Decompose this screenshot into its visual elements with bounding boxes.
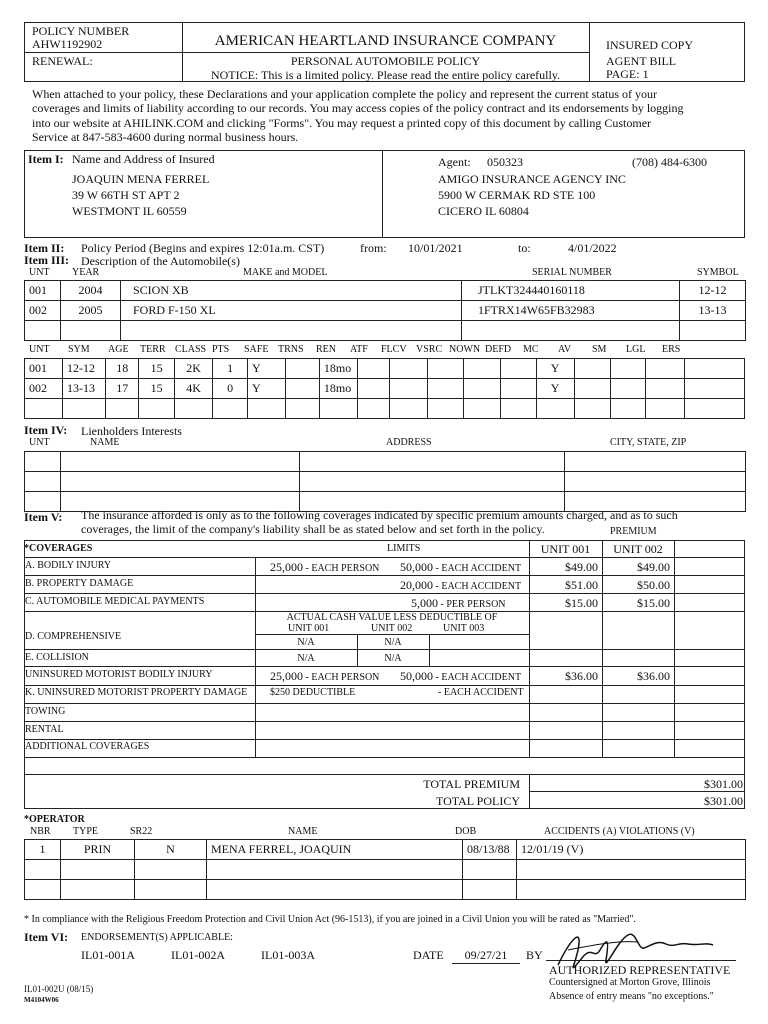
operator-table [24,839,746,900]
operator-name: MENA FERREL, JOAQUIN [207,840,463,860]
coverage-name: K. UNINSURED MOTORIST PROPERTY DAMAGE [25,687,248,698]
intro-line-1: When attached to your policy, these Declarations and your application complete the policy and represent the current status of your [32,87,658,101]
bill-type: AGENT BILL [606,54,677,68]
limit-value: 50,000 [400,560,433,574]
rating-header-sm: SM [592,344,607,355]
vehicle-header-year: YEAR [72,267,100,278]
rating-cell [357,359,389,379]
vehicle-symbol [680,321,746,341]
operator-nbr: 1 [25,840,61,860]
table-row [25,880,746,900]
table-row [25,399,745,419]
item1-label: Item I: [28,152,64,166]
rating-cell [500,399,536,419]
period-from: 10/01/2021 [408,241,463,255]
period-to: 4/01/2022 [568,241,617,255]
rating-cell [286,359,320,379]
operator-label: *OPERATOR [24,814,85,825]
table-row [25,359,745,379]
table-row [25,860,746,880]
rating-cell: 15 [139,379,175,399]
rating-cell [357,379,389,399]
rating-cell: 1 [213,359,248,379]
rating-cell [610,359,646,379]
rating-cell [574,399,610,419]
vehicle-year [61,321,121,341]
limit-suffix: - EACH PERSON [303,563,380,574]
vehicle-serial: 1FTRX14W65FB32983 [462,301,680,321]
rating-header-mc: MC [523,344,539,355]
company-name: AMERICAN HEARTLAND INSURANCE COMPANY [214,33,557,49]
item6-title: ENDORSEMENT(S) APPLICABLE: [81,932,233,943]
item6-label: Item VI: [24,930,69,944]
rating-header-lgl: LGL [626,344,646,355]
rating-cell: 18mo [319,359,357,379]
insured-name: JOAQUIN MENA FERREL [72,172,210,186]
by-label: BY [526,948,543,962]
vehicle-make [121,321,462,341]
total-policy-label: TOTAL POLICY [435,794,520,808]
agent-phone: (708) 484-6300 [632,155,707,169]
vehicle-unt [25,321,61,341]
total-policy: $301.00 [704,794,743,808]
premium-unit2: $50.00 [637,578,670,592]
rating-cell [500,379,536,399]
rating-cell [684,399,744,419]
rating-cell [427,379,463,399]
rating-cell [248,399,286,419]
operator-header-dob: DOB [455,826,477,837]
form-code-2: M4104W06 [24,996,59,1004]
rating-cell: 13-13 [63,379,106,399]
item3-title: Description of the Automobile(s) [81,254,240,268]
agent-code: 050323 [487,155,523,169]
endorsement-3: IL01-003A [261,948,315,962]
table-row [25,321,746,341]
rating-cell [646,399,684,419]
acv-unit2: UNIT 002 [371,623,413,634]
rating-cell: Y [248,379,286,399]
rating-cell [63,399,106,419]
rating-cell [319,399,357,419]
rating-cell [213,399,248,419]
limit-suffix: - EACH ACCIDENT [433,672,522,683]
unit1-header: UNIT 001 [540,542,591,556]
page-number: PAGE: 1 [606,67,649,81]
table-row [25,379,745,399]
agency-street: 5900 W CERMAK RD STE 100 [438,188,596,202]
premium-label: PREMIUM [610,526,657,537]
item4-label: Item IV: [24,423,68,437]
rating-cell: Y [248,359,286,379]
limit-value: 25,000 [270,669,303,683]
premium-unit1: $15.00 [565,596,598,610]
vehicle-symbol: 13-13 [680,301,746,321]
notice-text: NOTICE: This is a limited policy. Please read the entire policy carefully. [210,68,561,82]
rating-cell [684,359,744,379]
limit-value: 50,000 [400,669,433,683]
to-label: to: [518,241,531,255]
policy-number-label: POLICY NUMBER [32,24,130,38]
endorsement-1: IL01-001A [81,948,135,962]
from-label: from: [360,241,387,255]
policy-number: AHW1192902 [32,37,103,51]
rating-header-defd: DEFD [485,344,512,355]
policy-type: PERSONAL AUTOMOBILE POLICY [290,54,481,68]
premium-unit2: $36.00 [637,669,670,683]
item4-title: Lienholders Interests [81,424,182,438]
vehicle-header-serial: SERIAL NUMBER [532,267,612,278]
item5-text-2: coverages, the limit of the company's liability shall be as stated below and set forth in the policy. [81,522,545,536]
acv-value: N/A [297,637,315,648]
rating-cell: 18 [106,359,139,379]
civil-union-footnote: * In compliance with the Religious Freedom Protection and Civil Union Act (96-1513), if you are joined in a Civil Union you will be rated as "Married". [24,914,636,925]
operator-header-nbr: NBR [30,826,51,837]
countersigned-text: Countersigned at Morton Grove, Illinois [549,977,711,988]
vehicle-symbol: 12-12 [680,281,746,301]
vehicle-unt: 002 [25,301,61,321]
rating-cell: 0 [213,379,248,399]
agency-name: AMIGO INSURANCE AGENCY INC [438,172,626,186]
premium-unit1: $49.00 [565,560,598,574]
operator-accidents: 12/01/19 (V) [517,840,746,860]
limit-suffix: - EACH ACCIDENT [438,687,524,698]
coverage-name: UNINSURED MOTORIST BODILY INJURY [25,669,213,680]
rating-table [24,358,745,419]
operator-sr22: N [135,840,207,860]
intro-line-3: into our website at AHILINK.COM and clicking "Forms". You may request a printed copy of this document by calling Customer [32,116,652,130]
rating-cell: Y [536,359,574,379]
rating-header-vsrc: VSRC [416,344,443,355]
rating-cell [427,359,463,379]
copy-type: INSURED COPY [606,38,694,52]
rating-header-safe: SAFE [244,344,269,355]
rating-cell [574,359,610,379]
vehicle-serial [462,321,680,341]
rating-header-ren: REN [316,344,336,355]
limits-label: LIMITS [387,543,421,554]
rating-cell [286,379,320,399]
rating-cell [106,399,139,419]
premium-unit2: $15.00 [637,596,670,610]
operator-header-type: TYPE [73,826,98,837]
rating-cell [610,379,646,399]
acv-value: N/A [384,653,402,664]
vehicle-year: 2004 [61,281,121,301]
limit-suffix: - EACH PERSON [303,672,380,683]
authorized-representative-label: AUTHORIZED REPRESENTATIVE [549,963,731,977]
vehicle-header-make: MAKE and MODEL [243,267,328,278]
item2-title: Policy Period (Begins and expires 12:01a.m. CST) [81,241,325,255]
lien-header-address: ADDRESS [386,437,432,448]
rating-header-ers: ERS [662,344,681,355]
rating-cell [536,399,574,419]
rating-cell [357,399,389,419]
rating-cell [646,359,684,379]
rating-cell [175,399,213,419]
table-row [25,281,746,301]
rating-cell: 12-12 [63,359,106,379]
item1-title: Name and Address of Insured [72,152,215,166]
acv-title: ACTUAL CASH VALUE LESS DEDUCTIBLE OF [286,612,498,623]
rating-cell: 18mo [319,379,357,399]
intro-line-2: coverages and limits of liability according to our records. You may access copies of the policy contract and its endorsements by logging [32,101,684,115]
lienholder-table [24,451,746,512]
renewal-label: RENEWAL: [32,54,93,68]
rating-cell [463,399,500,419]
limit-suffix: - EACH ACCIDENT [433,563,522,574]
rating-cell [389,399,427,419]
limit-suffix: - EACH ACCIDENT [433,581,522,592]
rating-header [24,344,745,356]
rating-cell: 4K [175,379,213,399]
coverage-name: B. PROPERTY DAMAGE [25,578,134,589]
rating-cell: 15 [139,359,175,379]
rating-header-trns: TRNS [278,344,304,355]
rating-header-age: AGE [108,344,129,355]
premium-unit1: $51.00 [565,578,598,592]
operator-header-sr22: SR22 [130,826,153,837]
acv-unit3: UNIT 003 [443,623,485,634]
operator-header-name: NAME [288,826,318,837]
table-row [25,452,746,472]
coverage-name: RENTAL [25,724,64,735]
rating-cell [25,399,63,419]
operator-dob: 08/13/88 [463,840,517,860]
unit2-header: UNIT 002 [613,542,663,556]
rating-header-nown: NOWN [449,344,481,355]
vehicle-table [24,280,746,341]
coverage-name: E. COLLISION [25,652,89,663]
item2-label: Item II: [24,241,65,255]
signature-date: 09/27/21 [452,948,520,964]
limit-value: 20,000 [400,578,433,592]
rating-header-unt: UNT [29,344,50,355]
rating-cell [427,399,463,419]
vehicle-unt: 001 [25,281,61,301]
coverage-name: A. BODILY INJURY [25,560,112,571]
vehicle-serial: JTLKT324440160118 [462,281,680,301]
limit-value: 5,000 [411,596,438,610]
acv-unit1: UNIT 001 [288,623,330,634]
total-premium: $301.00 [704,777,743,791]
coverage-name: TOWING [25,706,66,717]
rating-cell [139,399,175,419]
coverage-name: ADDITIONAL COVERAGES [25,741,150,752]
limit-suffix: - PER PERSON [438,599,506,610]
rating-header-pts: PTS [212,344,230,355]
rating-header-flcv: FLCV [381,344,407,355]
rating-cell: Y [536,379,574,399]
rating-cell: 001 [25,359,63,379]
vehicle-header-unt: UNT [29,267,50,278]
item5-text-1: The insurance afforded is only as to the following coverages indicated by specific premium amounts charged, and as to such [81,508,678,522]
rating-cell [646,379,684,399]
rating-cell [610,399,646,419]
form-code: IL01-002U (08/15) [24,984,94,994]
coverage-name: C. AUTOMOBILE MEDICAL PAYMENTS [25,596,205,607]
operator-type: PRIN [61,840,135,860]
absence-text: Absence of entry means "no exceptions." [549,991,714,1002]
table-row [25,472,746,492]
vehicle-make: SCION XB [121,281,462,301]
rating-cell: 17 [106,379,139,399]
limit-value: 25,000 [270,560,303,574]
date-label: DATE [413,948,444,962]
rating-cell [389,379,427,399]
rating-header-terr: TERR [140,344,166,355]
rating-cell: 2K [175,359,213,379]
coverages-label: *COVERAGES [24,543,93,554]
acv-value: N/A [384,637,402,648]
lien-header-unt: UNT [29,437,50,448]
premium-unit2: $49.00 [637,560,670,574]
insured-street: 39 W 66TH ST APT 2 [72,188,180,202]
operator-header-acc: ACCIDENTS (A) VIOLATIONS (V) [544,826,695,837]
item5-label: Item V: [24,510,63,524]
rating-cell [463,379,500,399]
agent-label: Agent: [438,155,471,169]
total-premium-label: TOTAL PREMIUM [423,777,520,791]
rating-cell [500,359,536,379]
endorsement-2: IL01-002A [171,948,225,962]
intro-line-4: Service at 847-583-4600 during normal business hours. [32,130,299,144]
rating-header-atf: ATF [350,344,368,355]
insured-city: WESTMONT IL 60559 [72,204,187,218]
limit-value: $250 DEDUCTIBLE [270,687,356,698]
vehicle-header-symbol: SYMBOL [697,267,739,278]
rating-cell [574,379,610,399]
lien-header-city: CITY, STATE, ZIP [610,437,687,448]
coverage-name: D. COMPREHENSIVE [25,631,122,642]
agency-city: CICERO IL 60804 [438,204,529,218]
vehicle-year: 2005 [61,301,121,321]
lien-header-name: NAME [90,437,120,448]
rating-cell [684,379,744,399]
rating-header-class: CLASS [175,344,207,355]
table-row [25,840,746,860]
table-row [25,301,746,321]
rating-cell: 002 [25,379,63,399]
rating-cell [286,399,320,419]
vehicle-make: FORD F-150 XL [121,301,462,321]
premium-unit1: $36.00 [565,669,598,683]
acv-value: N/A [297,653,315,664]
rating-cell [389,359,427,379]
rating-cell [463,359,500,379]
rating-header-av: AV [558,344,572,355]
rating-header-sym: SYM [68,344,90,355]
item3-label: Item III: [24,253,69,267]
